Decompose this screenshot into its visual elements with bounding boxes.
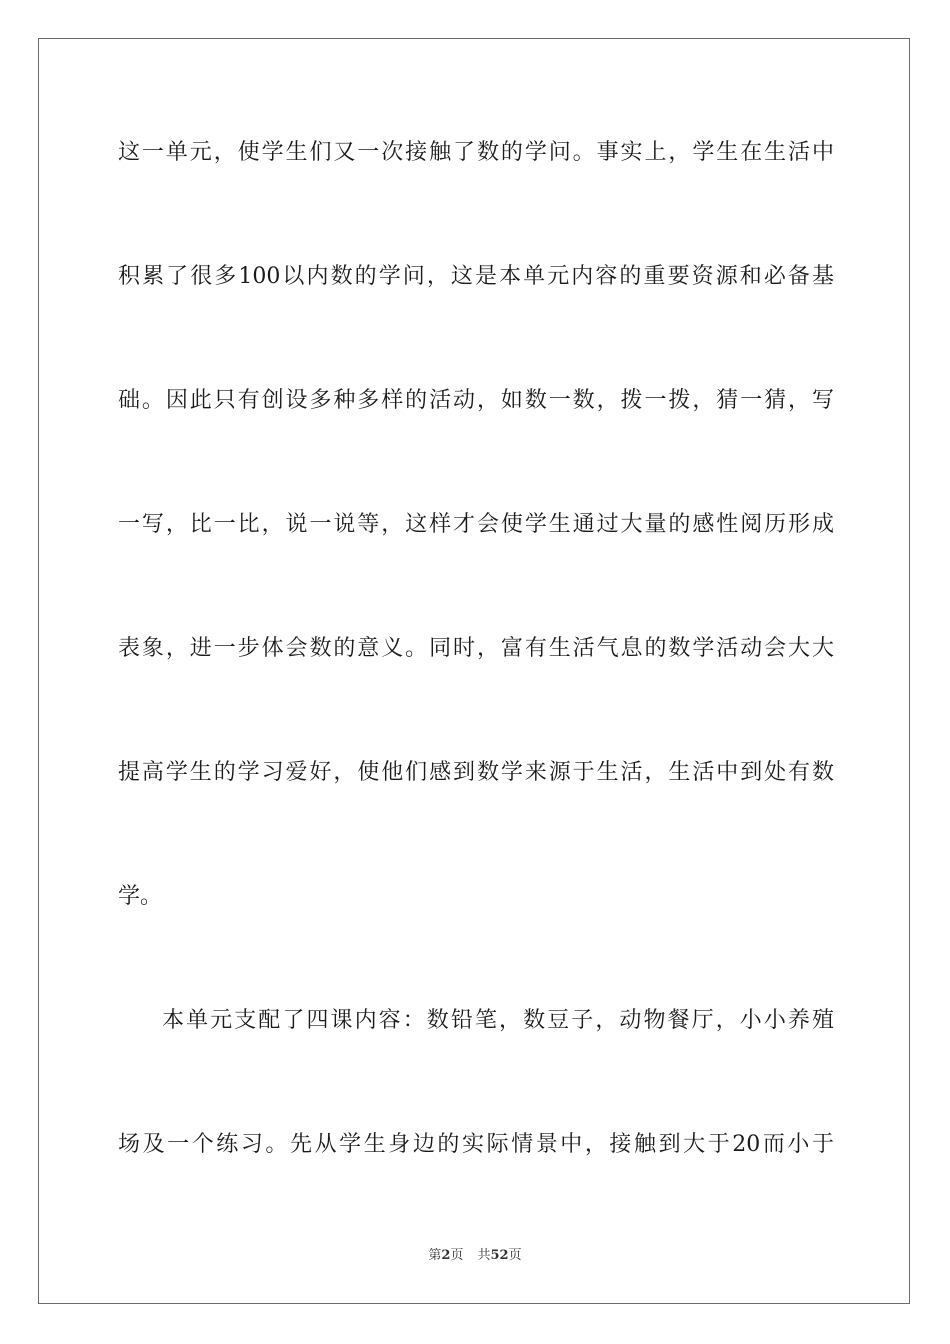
paragraph-line-6: 提高学生的学习爱好，使他们感到数学来源于生活，生活中到处有数 [118,760,834,785]
footer-page-prefix: 第 [428,1248,442,1263]
footer-page-suffix: 页 [450,1248,464,1263]
paragraph-line-1: 这一单元，使学生们又一次接触了数的学问。事实上，学生在生活中 [118,140,834,165]
paragraph-line-7: 学。 [118,884,163,909]
footer-total-pages: 52 [490,1248,509,1263]
paragraph-line-9: 场及一个练习。先从学生身边的实际情景中，接触到大于20而小于 [118,1132,834,1157]
paragraph-line-3: 础。因此只有创设多种多样的活动，如数一数，拨一拨，猜一猜，写 [118,388,834,413]
page-border [38,38,910,1304]
footer-page-number: 2 [441,1248,451,1263]
page-footer [0,1247,950,1265]
paragraph-line-8: 本单元支配了四课内容：数铅笔，数豆子，动物餐厅，小小养殖 [162,1008,834,1033]
paragraph-line-5: 表象，进一步体会数的意义。同时，富有生活气息的数学活动会大大 [118,636,834,661]
paragraph-line-2: 积累了很多100以内数的学问，这是本单元内容的重要资源和必备基 [118,264,834,289]
footer-total-prefix: 共 [477,1248,491,1263]
footer-total-suffix: 页 [508,1248,522,1263]
paragraph-line-4: 一写，比一比，说一说等，这样才会使学生通过大量的感性阅历形成 [118,512,834,537]
